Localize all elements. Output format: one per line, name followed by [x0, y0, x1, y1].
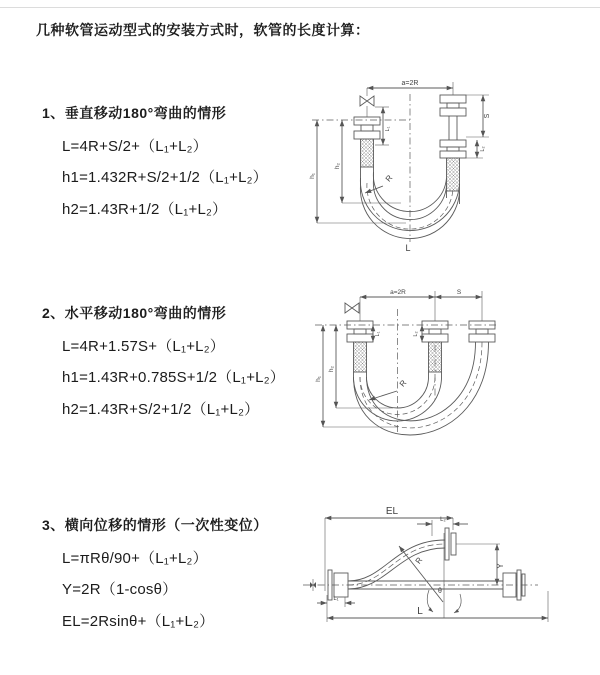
diagram-lateral-displacement: [293, 496, 571, 648]
dim-a2r-label: a=2R: [390, 289, 406, 296]
section-3-formula-l: L=πRθ/90+（L₁+L₂）: [62, 550, 208, 567]
dim-h1-label: h₁: [309, 173, 316, 179]
flange-middle: [422, 321, 448, 342]
dim-s-label: S: [456, 289, 462, 296]
flange-top-right: [445, 528, 456, 560]
dimension-s: [435, 289, 482, 297]
radius-callout: [399, 546, 443, 602]
valve-icon: [345, 303, 359, 313]
dimension-l1: [317, 596, 355, 607]
dimension-l2: [466, 140, 486, 158]
dim-l-label: L: [417, 606, 423, 617]
dim-el-label: EL: [385, 506, 399, 517]
section-3-formula-y: Y=2R（1-cosθ）: [62, 581, 178, 598]
dimension-a2r: [360, 289, 435, 297]
hose-left-braided: [354, 342, 367, 377]
dim-l1-label: L₁: [375, 331, 381, 337]
section-3-formula-el: EL=2Rsinθ+（L₁+L₂）: [62, 613, 215, 630]
dim-l2-label: L₂: [480, 146, 486, 152]
section-2-heading: 2、水平移动180°弯曲的情形: [42, 305, 227, 321]
radius-label: R: [397, 378, 409, 389]
dim-l2-label: L₂: [413, 331, 419, 337]
dimension-l2: [413, 325, 422, 342]
dim-l2-label: L₂: [440, 517, 446, 523]
hose-right-braided: [447, 158, 460, 204]
section-3-heading: 3、横向位移的情形（一次性变位）: [42, 517, 268, 533]
flange-left: [347, 321, 373, 342]
hose-left-braided: [361, 139, 374, 186]
section-1-heading: 1、垂直移动180°弯曲的情形: [42, 105, 227, 121]
section-2-formula-h2: h2=1.43R+S/2+1/2（L₁+L₂）: [62, 401, 260, 418]
dim-s-label: S: [484, 113, 491, 119]
section-1-formula-h1: h1=1.432R+S/2+1/2（L₁+L₂）: [62, 169, 268, 186]
dimension-l1: [373, 325, 381, 342]
scan-edge-line: [0, 7, 600, 8]
flange-right-upper: [440, 95, 466, 116]
dim-h2-label: h₂: [334, 162, 341, 170]
diagram-horizontal-180-bend: [303, 283, 571, 457]
radius-callout: [369, 378, 409, 400]
dim-l1-label: L₁: [385, 126, 391, 132]
dimension-l2: [417, 517, 468, 536]
flange-right: [469, 321, 495, 342]
dim-h2-label: h₂: [328, 365, 335, 373]
length-label: L: [405, 243, 411, 253]
hose-middle-braided: [429, 342, 442, 377]
pipe-right: [449, 116, 457, 140]
hose-s-curve: [348, 540, 445, 589]
section-2-formula-l: L=4R+1.57S+（L₁+L₂）: [62, 338, 225, 355]
dimension-a2r: [367, 80, 453, 95]
section-1-formula-l: L=4R+S/2+（L₁+L₂）: [62, 138, 208, 155]
dimension-y: [496, 544, 505, 585]
dim-h1-label: h₁: [315, 376, 322, 382]
section-2-formula-h1: h1=1.43R+0.785S+1/2（L₁+L₂）: [62, 369, 285, 386]
dim-l1-label: L₁: [333, 596, 339, 602]
dim-a2r-label: a=2R: [401, 80, 419, 87]
page-title: 几种软管运动型式的安装方式时，软管的长度计算：: [36, 22, 370, 38]
anchor-symbol: [310, 579, 316, 591]
dimension-h1: [309, 120, 406, 223]
radius-label: R: [383, 173, 395, 184]
valve-icon: [360, 88, 374, 117]
section-1-formula-h2: h2=1.43R+1/2（L₁+L₂）: [62, 201, 228, 218]
theta-label: θ: [438, 588, 442, 595]
dimension-s: [466, 95, 491, 137]
diagram-vertical-180-bend: [303, 74, 571, 258]
dimension-h1: [315, 325, 398, 427]
radius-label: R: [413, 555, 425, 566]
flange-right-lower: [440, 140, 466, 158]
radius-callout: [365, 173, 395, 193]
dim-y-label: Y: [496, 563, 505, 569]
hose-u-bend-position2: [354, 342, 489, 435]
